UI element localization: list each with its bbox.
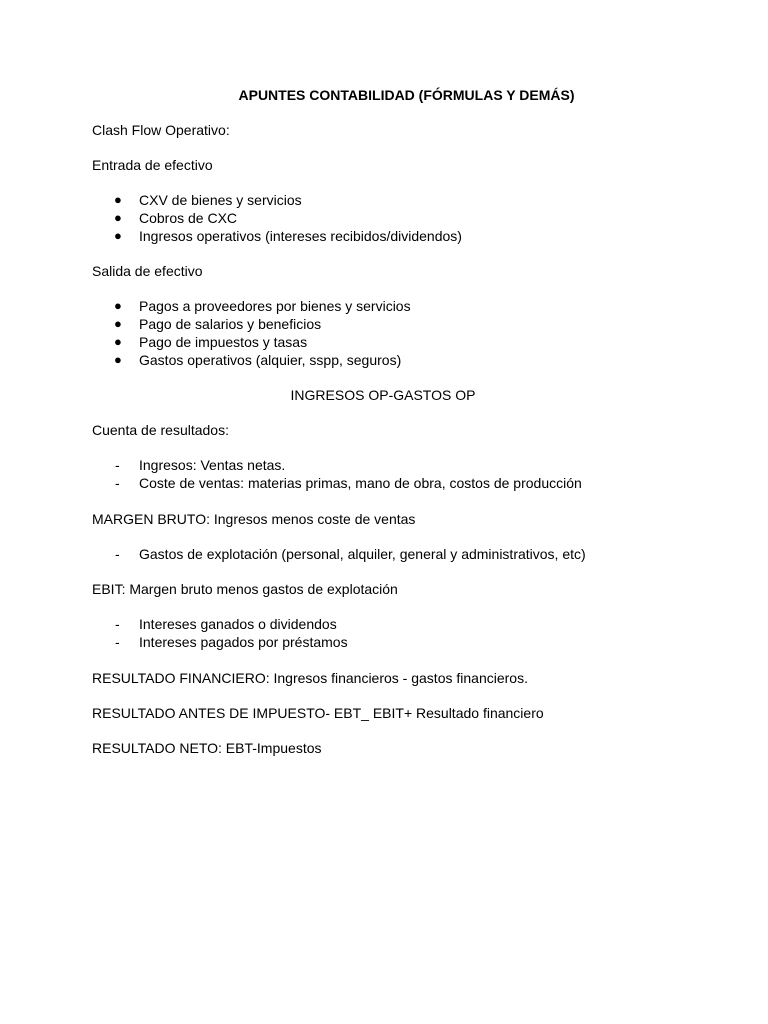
ebit-line: EBIT: Margen bruto menos gastos de explotación xyxy=(92,581,398,597)
outflow-heading: Salida de efectivo xyxy=(92,263,203,279)
bullet-icon: ● xyxy=(114,228,122,243)
bullet-icon: ● xyxy=(114,334,122,349)
gross-margin-line: MARGEN BRUTO: Ingresos menos coste de ventas xyxy=(92,511,416,527)
bullet-icon: ● xyxy=(114,210,122,225)
cash-flow-heading: Clash Flow Operativo: xyxy=(92,122,230,138)
bullet-icon: ● xyxy=(114,316,122,331)
list-item-text: Ingresos: Ventas netas. xyxy=(139,457,286,473)
financial-result-line: RESULTADO FINANCIERO: Ingresos financieros - gastos financieros. xyxy=(92,670,528,686)
list-item-text: Ingresos operativos (intereses recibidos/dividendos) xyxy=(139,228,462,244)
pre-tax-result-line: RESULTADO ANTES DE IMPUESTO- EBT_ EBIT+ Resultado financiero xyxy=(92,705,544,721)
list-item-text: Cobros de CXC xyxy=(139,210,238,226)
dash-icon: - xyxy=(115,546,120,562)
list-item-text: Coste de ventas: materias primas, mano de obra, costos de producción xyxy=(139,475,582,491)
net-result-line: RESULTADO NETO: EBT-Impuestos xyxy=(92,740,322,756)
list-item-text: Pago de impuestos y tasas xyxy=(139,334,308,350)
list-item-text: Pago de salarios y beneficios xyxy=(139,316,322,332)
dash-icon: - xyxy=(115,634,120,650)
income-statement-heading: Cuenta de resultados: xyxy=(92,422,229,438)
list-item-text: Gastos operativos (alquier, sspp, seguros) xyxy=(139,352,402,368)
list-item-text: CXV de bienes y servicios xyxy=(139,192,302,208)
bullet-icon: ● xyxy=(114,192,122,207)
dash-icon: - xyxy=(115,475,120,491)
cash-flow-formula: INGRESOS OP-GASTOS OP xyxy=(290,387,476,403)
bullet-icon: ● xyxy=(114,298,122,313)
list-item-text: Intereses pagados por préstamos xyxy=(139,634,348,650)
list-item-text: Intereses ganados o dividendos xyxy=(139,616,337,632)
inflow-heading: Entrada de efectivo xyxy=(92,157,213,173)
dash-icon: - xyxy=(115,616,120,632)
document-title: APUNTES CONTABILIDAD (FÓRMULAS Y DEMÁS) xyxy=(238,87,575,103)
list-item-text: Gastos de explotación (personal, alquiler, general y administrativos, etc) xyxy=(139,546,586,562)
bullet-icon: ● xyxy=(114,352,122,367)
dash-icon: - xyxy=(115,457,120,473)
list-item-text: Pagos a proveedores por bienes y servicios xyxy=(139,298,411,314)
